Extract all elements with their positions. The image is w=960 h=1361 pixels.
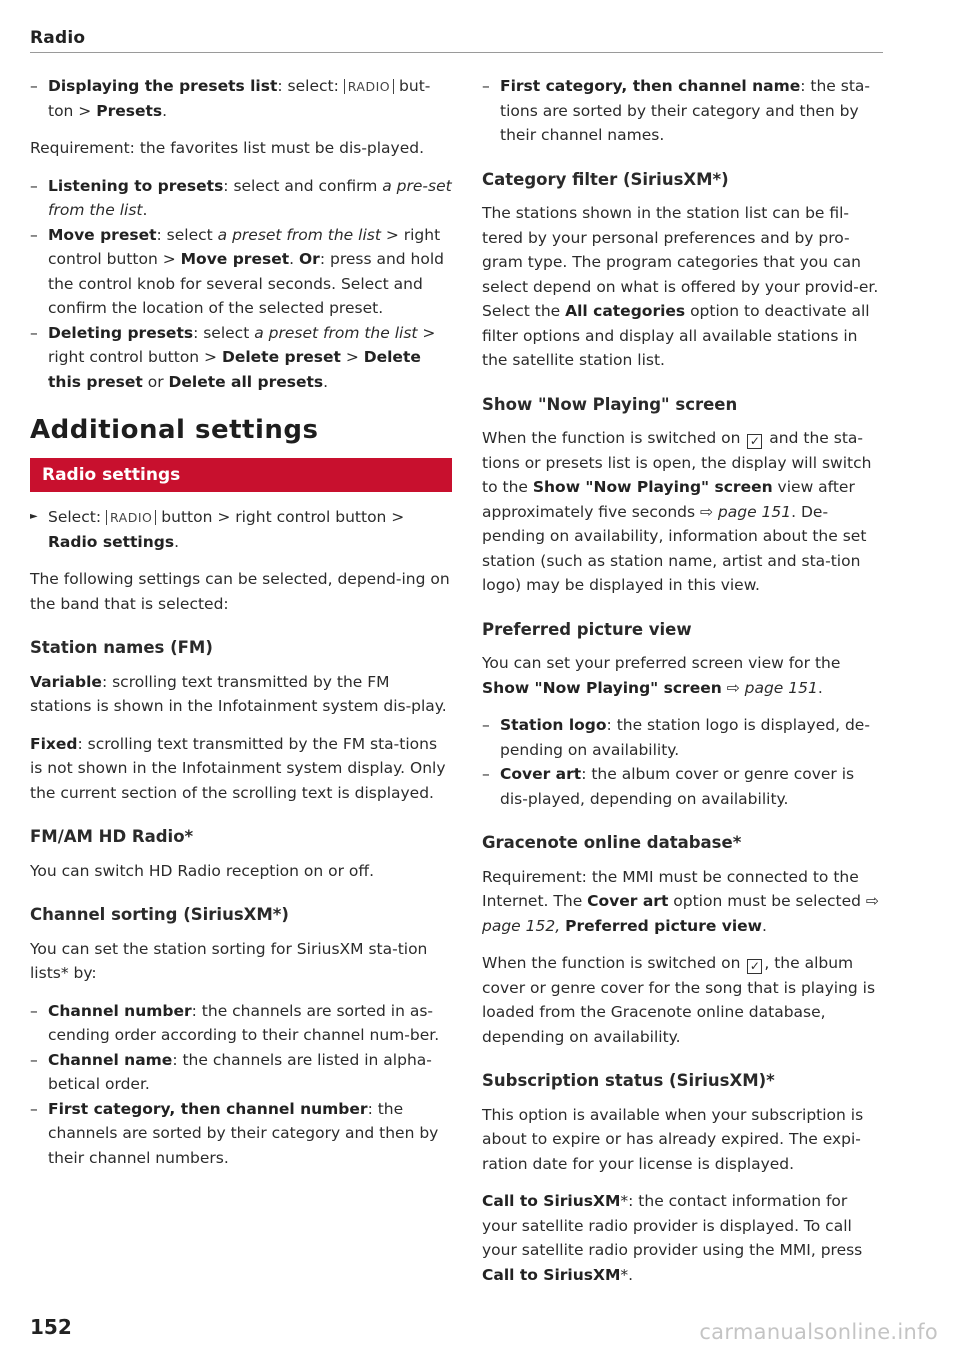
subscription-text: This option is available when your subscription is about to expire or has already expired. The expi-ration date for your license is displayed.: [482, 1105, 864, 1173]
page-reference[interactable]: ⇨ page 151: [700, 502, 792, 521]
right-column: [482, 74, 882, 1300]
subscription-heading: Subscription status (SiriusXM)*: [482, 1071, 775, 1090]
select-instruction: ► Select: RADIO button > right control button > Radio settings.: [30, 505, 452, 554]
preferred-picture-text: You can set your preferred screen view for the Show "Now Playing" screen ⇨ page 151.: [482, 654, 841, 697]
radio-settings-bar: Radio settings: [30, 458, 452, 492]
gracenote-on-text: When the function is switched on ✓ , the album cover or genre cover for the song that is playing is loaded from the Gracenote online database, depending on availability.: [482, 954, 876, 1046]
radio-key: RADIO: [344, 79, 394, 94]
channel-sorting-heading: Channel sorting (SiriusXM*): [30, 905, 289, 924]
page-number: 152: [30, 1315, 72, 1339]
list-item-first-category-name: – First category, then channel name: the sta-tions are sorted by their category and then by their channel names.: [482, 74, 882, 148]
preferred-picture-heading: Preferred picture view: [482, 619, 692, 639]
list-item-channel-number: – Channel number: the channels are sorted in as-cending order according to their channel num-ber.: [30, 999, 452, 1048]
page-reference[interactable]: ⇨ page 151: [726, 678, 818, 697]
additional-settings-heading: Additional settings: [30, 415, 319, 445]
radio-key: RADIO: [106, 510, 156, 525]
watermark: carmanualsonline.info: [699, 1320, 938, 1344]
category-filter-heading: Category filter (SiriusXM*): [482, 169, 729, 189]
list-item-deleting: – Deleting presets: select a preset from the list > right control button > Delete preset > Delete this preset or Delete all presets.: [30, 321, 452, 395]
list-item-channel-name: – Channel name: the channels are listed in alpha-betical order.: [30, 1048, 452, 1097]
call-siriusxm-text: Call to SiriusXM*: the contact information for your satellite radio provider is displayed. To call your satellite radio provider using the MMI, press Call to SiriusXM*.: [482, 1192, 863, 1284]
channel-sorting-options: [30, 999, 452, 1171]
list-item-first-category-number: – First category, then channel number: the channels are sorted by their category and then by their channel numbers.: [30, 1097, 452, 1171]
checkbox-checked-icon: ✓: [747, 959, 762, 974]
now-playing-text: When the function is switched on ✓ and the sta-tions or presets list is open, the display will switch to the Show "Now Playing" screen view after approximately five seconds ⇨ page 151. De-pending on availability, information about the set station (such as station name, artist and sta-tion logo) may be displayed in this view.: [482, 429, 872, 594]
page-reference[interactable]: ⇨ page 152,: [482, 892, 879, 935]
header-rule: [30, 52, 883, 53]
checkbox-checked-icon: ✓: [747, 434, 762, 449]
preset-actions: [30, 174, 452, 395]
station-names-heading: Station names (FM): [30, 638, 213, 657]
list-item-presets-list: – Displaying the presets list: select: RADIO but- ton > Presets.: [30, 74, 452, 123]
category-filter-text: The stations shown in the station list can be fil-tered by your personal preferences and by pro-gram type. The program categories that you can select depend on what is offered by your provid-er. Select the All categories option to deactivate all filter options and display all available stations in the satellite station list.: [482, 204, 879, 369]
list-item-cover-art: – Cover art: the album cover or genre cover is dis-played, depending on availability.: [482, 762, 882, 811]
requirement-text: Requirement: the favorites list must be dis-played.: [30, 139, 425, 157]
header-title: Radio: [30, 28, 86, 48]
list-item-listening: – Listening to presets: select and confirm a pre-set from the list.: [30, 174, 452, 223]
variable-text: Variable: scrolling text transmitted by the FM stations is shown in the Infotainment system dis-play.: [30, 672, 447, 715]
left-column: [30, 74, 452, 1183]
gracenote-requirement-text: Requirement: the MMI must be connected to the Internet. The Cover art option must be selected ⇨ page 152, Preferred picture view.: [482, 867, 879, 935]
hd-radio-text: You can switch HD Radio reception on or off.: [30, 861, 375, 880]
now-playing-heading: Show "Now Playing" screen: [482, 394, 738, 414]
picture-view-options: [482, 713, 882, 811]
hd-radio-heading: FM/AM HD Radio*: [30, 827, 194, 846]
gracenote-heading: Gracenote online database*: [482, 833, 742, 852]
list-item-station-logo: – Station logo: the station logo is displayed, de-pending on availability.: [482, 713, 882, 762]
fixed-text: Fixed: scrolling text transmitted by the FM sta-tions is not shown in the Infotainment system display. Only the current section of the scrolling text is displayed.: [30, 734, 446, 802]
channel-sorting-text: You can set the station sorting for SiriusXM sta-tion lists* by:: [30, 939, 428, 982]
following-text: The following settings can be selected, depend-ing on the band that is selected:: [30, 570, 450, 613]
list-item-move-preset: – Move preset: select a preset from the list > right control button > Move preset. Or: press and hold the control knob for several seconds. Select and confirm the location of the selected preset.: [30, 223, 452, 321]
